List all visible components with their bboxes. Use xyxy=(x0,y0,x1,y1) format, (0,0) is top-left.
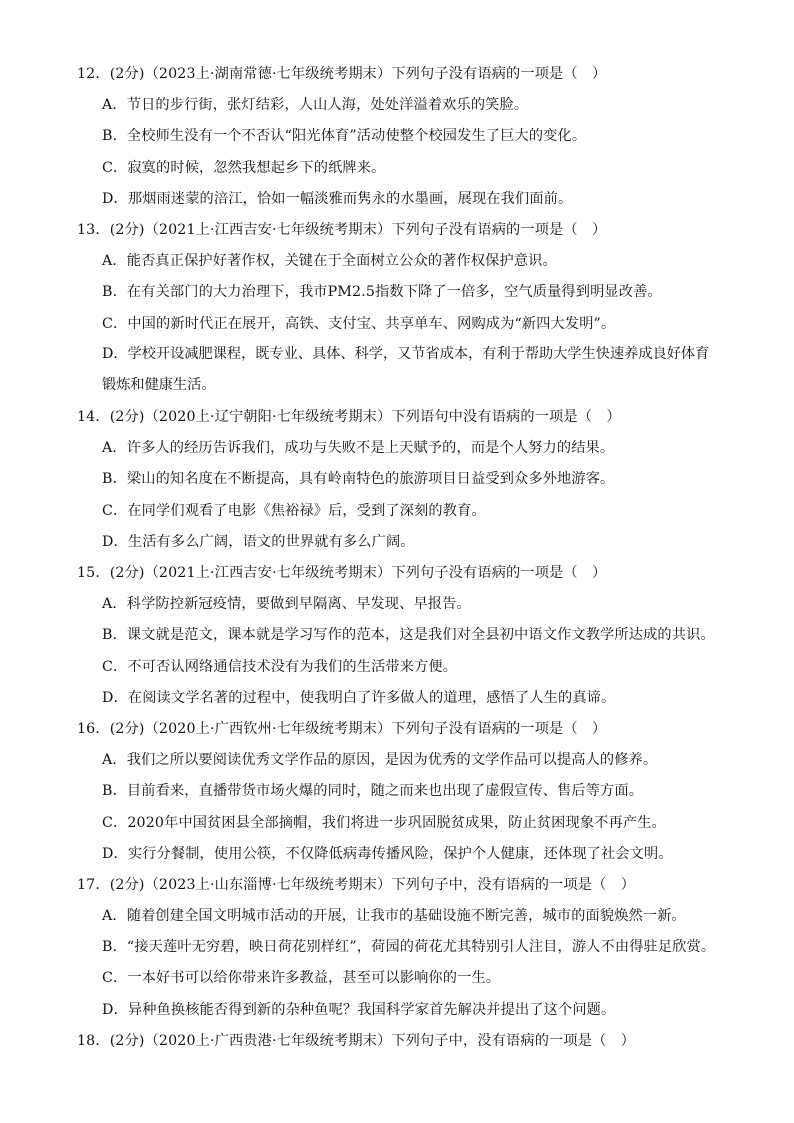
option-d: D．生活有多么广阔，语文的世界就有多么广阔。 xyxy=(102,533,415,550)
option-c: C．2020年中国贫困县全部摘帽，我们将进一步巩固脱贫成果，防止贫困现象不再产生。 xyxy=(102,814,666,831)
option-b: B．目前看来，直播带货市场火爆的同时，随之而来也出现了虚假宣传、售后等方面。 xyxy=(102,783,644,800)
question-14 xyxy=(0,406,794,562)
option-d: D．实行分餐制，使用公筷，不仅降低病毒传播风险，保护个人健康，还体现了社会文明。 xyxy=(102,845,673,862)
option-c: C．在同学们观看了电影《焦裕禄》后，受到了深刻的教育。 xyxy=(102,502,486,519)
question-stem: 17．(2分)（2023上·山东淄博·七年级统考期末）下列句子中，没有语病的一项是（ ） xyxy=(77,876,636,893)
option-d: D．学校开设减肥课程，既专业、具体、科学，又节省成本，有利于帮助大学生快速养成良好体育锻炼和健康生活。 xyxy=(102,346,710,394)
option-a: A．科学防控新冠疫情，要做到早隔离、早发现、早报告。 xyxy=(102,596,471,613)
option-a: A．节日的步行街，张灯结彩，人山人海，处处洋溢着欢乐的笑脸。 xyxy=(102,97,529,114)
option-b: B．在有关部门的大力治理下，我市PM2.5指数下降了一倍多，空气质量得到明显改善。 xyxy=(102,284,662,301)
option-b: B．全校师生没有一个不否认“阳光体育”活动使整个校园发生了巨大的变化。 xyxy=(102,128,587,145)
question-stem: 13．(2分)（2021上·江西吉安·七年级统考期末）下列句子没有语病的一项是（ ） xyxy=(77,221,607,238)
question-13 xyxy=(0,219,794,402)
option-c: C．不可否认网络通信技术没有为我们的生活带来方便。 xyxy=(102,658,458,675)
option-b: B．梁山的知名度在不断提高，具有岭南特色的旅游项目日益受到众多外地游客。 xyxy=(102,471,615,488)
option-d: D．异种鱼换核能否得到新的杂种鱼呢？我国科学家首先解决并提出了这个问题。 xyxy=(102,1001,616,1018)
question-stem: 14．(2分)（2020上·辽宁朝阳·七年级统考期末）下列语句中没有语病的一项是（ ） xyxy=(77,409,621,426)
option-a: A．我们之所以要阅读优秀文学作品的原因，是因为优秀的文学作品可以提高人的修养。 xyxy=(102,752,658,769)
option-d: D．那烟雨迷蒙的涪江，恰如一幅淡雅而隽永的水墨画，展现在我们面前。 xyxy=(102,190,573,207)
question-stem: 16．(2分)（2020上·广西钦州·七年级统考期末）下列句子没有语病的一项是（ ） xyxy=(77,720,607,737)
option-c: C．一本好书可以给你带来许多教益，甚至可以影响你的一生。 xyxy=(102,970,501,987)
option-b: B．课文就是范文，课本就是学习写作的范本，这是我们对全县初中语文作文教学所达成的共识。 xyxy=(102,627,715,644)
option-b: B．“接天莲叶无穷碧，映日荷花别样红”，荷园的荷花尤其特别引人注目，游人不由得驻足欣赏。 xyxy=(102,939,716,956)
question-stem: 15．(2分)（2021上·江西吉安·七年级统考期末）下列句子没有语病的一项是（ ） xyxy=(77,565,607,582)
question-18 xyxy=(0,1030,794,1061)
option-d: D．在阅读文学名著的过程中，使我明白了许多做人的道理，感悟了人生的真谛。 xyxy=(102,689,616,706)
question-list xyxy=(0,63,794,1061)
question-16 xyxy=(0,718,794,874)
question-17 xyxy=(0,874,794,1030)
option-c: C．中国的新时代正在展开，高铁、支付宝、共享单车、网购成为“新四大发明”。 xyxy=(102,315,616,332)
option-a: A．能否真正保护好著作权，关键在于全面树立公众的著作权保护意识。 xyxy=(102,253,557,270)
question-15 xyxy=(0,562,794,718)
question-stem: 18．(2分)（2020上·广西贵港·七年级统考期末）下列句子中，没有语病的一项是（ ） xyxy=(77,1032,636,1049)
question-stem: 12．(2分)（2023上·湖南常德·七年级统考期末）下列句子没有语病的一项是（ ） xyxy=(77,66,607,82)
option-a: A．许多人的经历告诉我们，成功与失败不是上天赋予的，而是个人努力的结果。 xyxy=(102,440,615,457)
option-c: C．寂寞的时候，忽然我想起乡下的纸牌来。 xyxy=(102,159,386,176)
option-a: A．随着创建全国文明城市活动的开展，让我市的基础设施不断完善，城市的面貌焕然一新。 xyxy=(102,908,686,925)
question-12 xyxy=(0,63,794,219)
